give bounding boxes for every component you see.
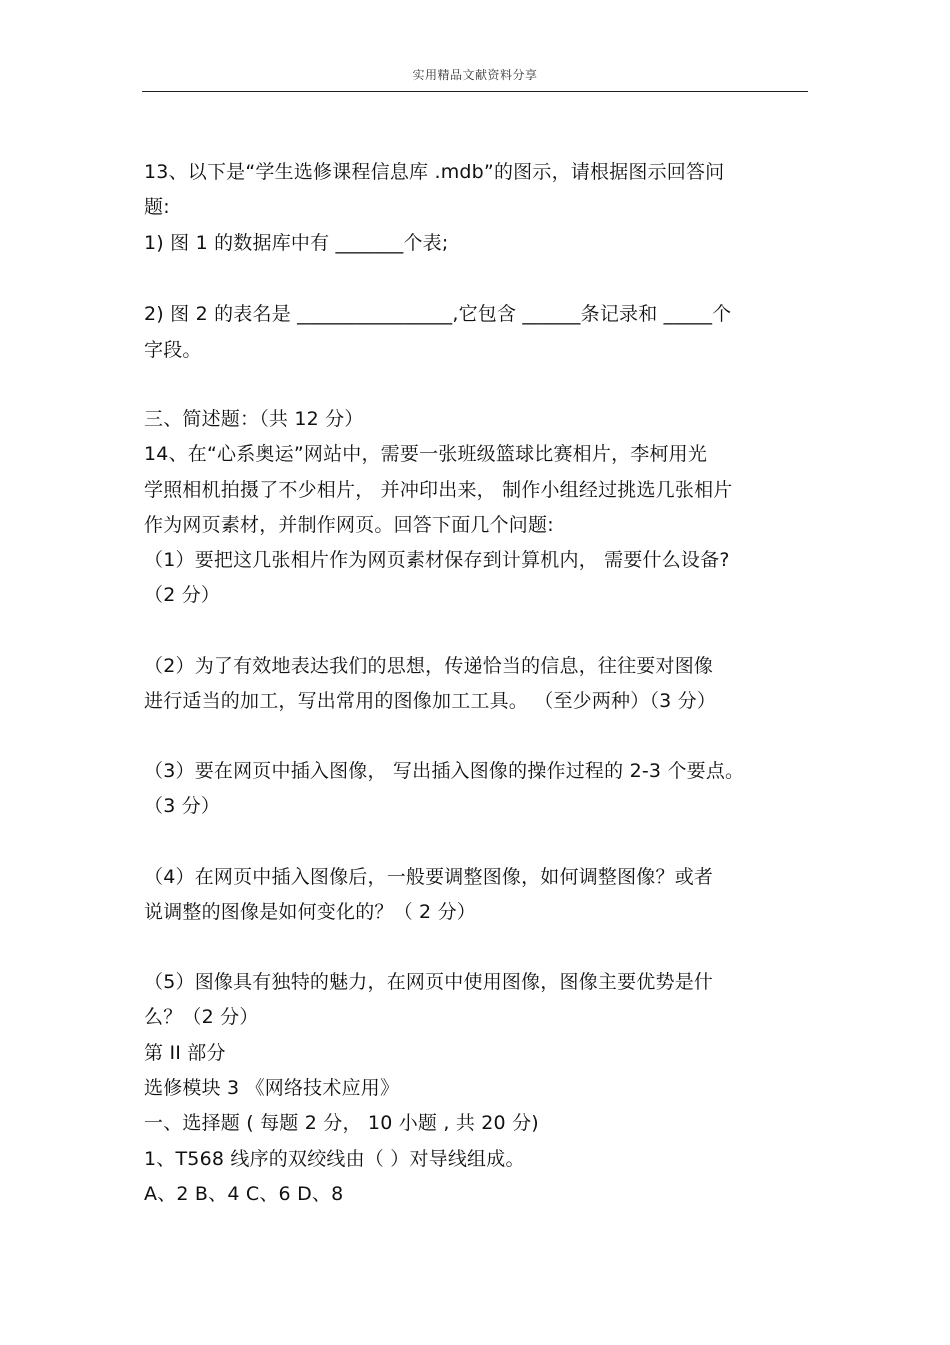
section-3-heading: 三、简述题：（共 12 分） [144,408,364,430]
q1-options: A、2 B、4 C、6 D、8 [144,1183,344,1205]
q13-sub-2-cont: 字段。 [144,339,202,361]
q14-part-3-score: （3 分） [144,795,221,817]
module-3-heading: 选修模块 3 《网络技术应用》 [144,1077,400,1099]
q13-sub-2: 2) 图 2 的表名是 ________________,它包含 ______条记录和 _____个 [144,303,732,325]
q14-part-1-score: （2 分） [144,584,221,606]
q14-line-3: 作为网页素材，并制作网页。回答下面几个问题: [144,514,554,536]
q14-part-5-cont: 么？（2 分） [144,1006,259,1028]
header-divider [142,91,808,92]
part-2-heading: 第 II 部分 [144,1042,226,1064]
q14-part-3: （3）要在网页中插入图像， 写出插入图像的操作过程的 2-3 个要点。 [144,760,745,782]
q14-part-1: （1）要把这几张相片作为网页素材保存到计算机内， 需要什么设备? [144,549,730,571]
page-header: 实用精品文献资料分享 [412,68,538,82]
q14-line-2: 学照相机拍摄了不少相片， 并冲印出来， 制作小组经过挑选几张相片 [144,479,733,501]
q14-line-1: 14、在“心系奥运”网站中，需要一张班级篮球比赛相片，李柯用光 [144,443,708,465]
q14-part-2-cont: 进行适当的加工，写出常用的图像加工工具。 （至少两种）（3 分） [144,690,717,712]
q13-sub-1: 1) 图 1 的数据库中有 _______个表; [144,232,449,254]
section-1-heading: 一、选择题 ( 每题 2 分， 10 小题 , 共 20 分) [144,1112,539,1134]
q13-line-2: 题: [144,196,170,218]
q14-part-4-cont: 说调整的图像是如何变化的？（ 2 分） [144,901,476,923]
q14-part-5: （5）图像具有独特的魅力，在网页中使用图像，图像主要优势是什 [144,971,714,993]
q14-part-4: （4）在网页中插入图像后，一般要调整图像，如何调整图像？或者 [144,866,714,888]
q1-stem: 1、T568 线序的双绞线由（ ）对导线组成。 [144,1148,525,1170]
q13-line-1: 13、以下是“学生选修课程信息库 .mdb”的图示，请根据图示回答问 [144,161,725,183]
q14-part-2: （2）为了有效地表达我们的思想，传递恰当的信息，往往要对图像 [144,655,714,677]
